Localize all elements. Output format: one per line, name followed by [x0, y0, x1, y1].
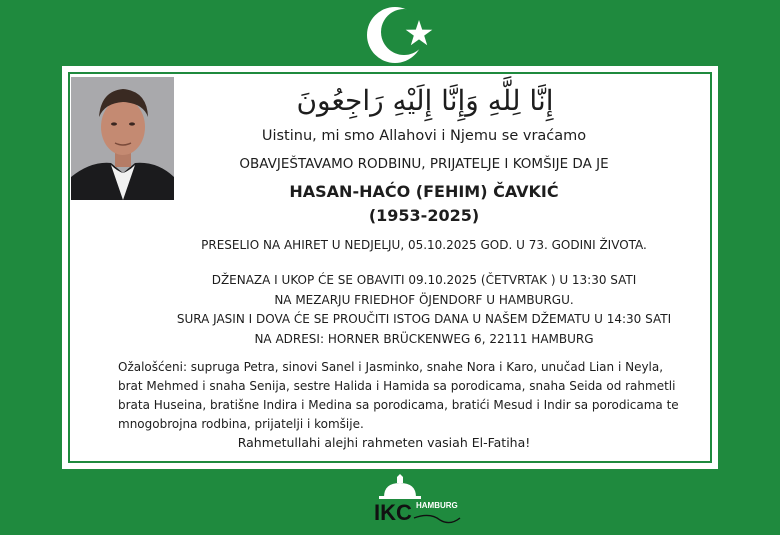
- funeral-line: DŽENAZA I UKOP ĆE SE OBAVITI 09.10.2025 (ČETVRTAK ) U 13:30 SATI: [211, 273, 637, 287]
- ikc-hamburg-logo: [370, 472, 464, 530]
- crescent-star-icon: [364, 4, 438, 66]
- deceased-name: HASAN-HAĆO (FEHIM) ČAVKIĆ: [289, 182, 559, 201]
- life-years: (1953-2025): [368, 206, 480, 225]
- mourners-list: [118, 358, 698, 434]
- death-notice-line: PRESELIO NA AHIRET U NEDJELJU, 05.10.2025 GOD. U 73. GODINI ŽIVOTA.: [201, 238, 647, 252]
- mourners-line: Ožalošćeni: supruga Petra, sinovi Sanel i Jasminko, snahe Nora i Karo, unučad Lian i Neyla,: [118, 360, 664, 374]
- deceased-photo: [71, 77, 174, 200]
- closing-prayer: Rahmetullahi alejhi rahmeten vasiah El-Fatiha!: [237, 435, 531, 450]
- mourners-line: mnogobrojna rodbina, prijatelji i komšije.: [118, 417, 364, 431]
- funeral-line: NA MEZARJU FRIEDHOF ÖJENDORF U HAMBURGU.: [274, 292, 574, 307]
- funeral-details: [166, 271, 682, 349]
- announcement-text: OBAVJEŠTAVAMO RODBINU, PRIJATELJE I KOMŠIJE DA JE: [239, 156, 609, 172]
- arabic-verse: إِنَّا لِلَّهِ وَإِنَّا إِلَيْهِ رَاجِعُونَ: [296, 84, 554, 117]
- funeral-line: NA ADRESI: HORNER BRÜCKENWEG 6, 22111 HAMBURG: [254, 331, 594, 346]
- logo-letters: IKC: [374, 500, 412, 525]
- verse-translation: Uistinu, mi smo Allahovi i Njemu se vraćamo: [261, 128, 587, 144]
- mourners-line: brata Huseina, bratišne Indira i Medina sa porodicama, bratići Mesud i Indir sa porodicama te: [118, 398, 679, 412]
- obituary-panel: [62, 66, 718, 469]
- mourners-line: brat Mehmed i snaha Senija, sestre Halida i Hamida sa porodicama, snaha Seida od rahmetli: [118, 379, 676, 393]
- logo-word: HAMBURG: [416, 501, 458, 510]
- funeral-line: SURA JASIN I DOVA ĆE SE PROUČITI ISTOG DANA U NAŠEM DŽEMATU U 14:30 SATI: [176, 312, 672, 326]
